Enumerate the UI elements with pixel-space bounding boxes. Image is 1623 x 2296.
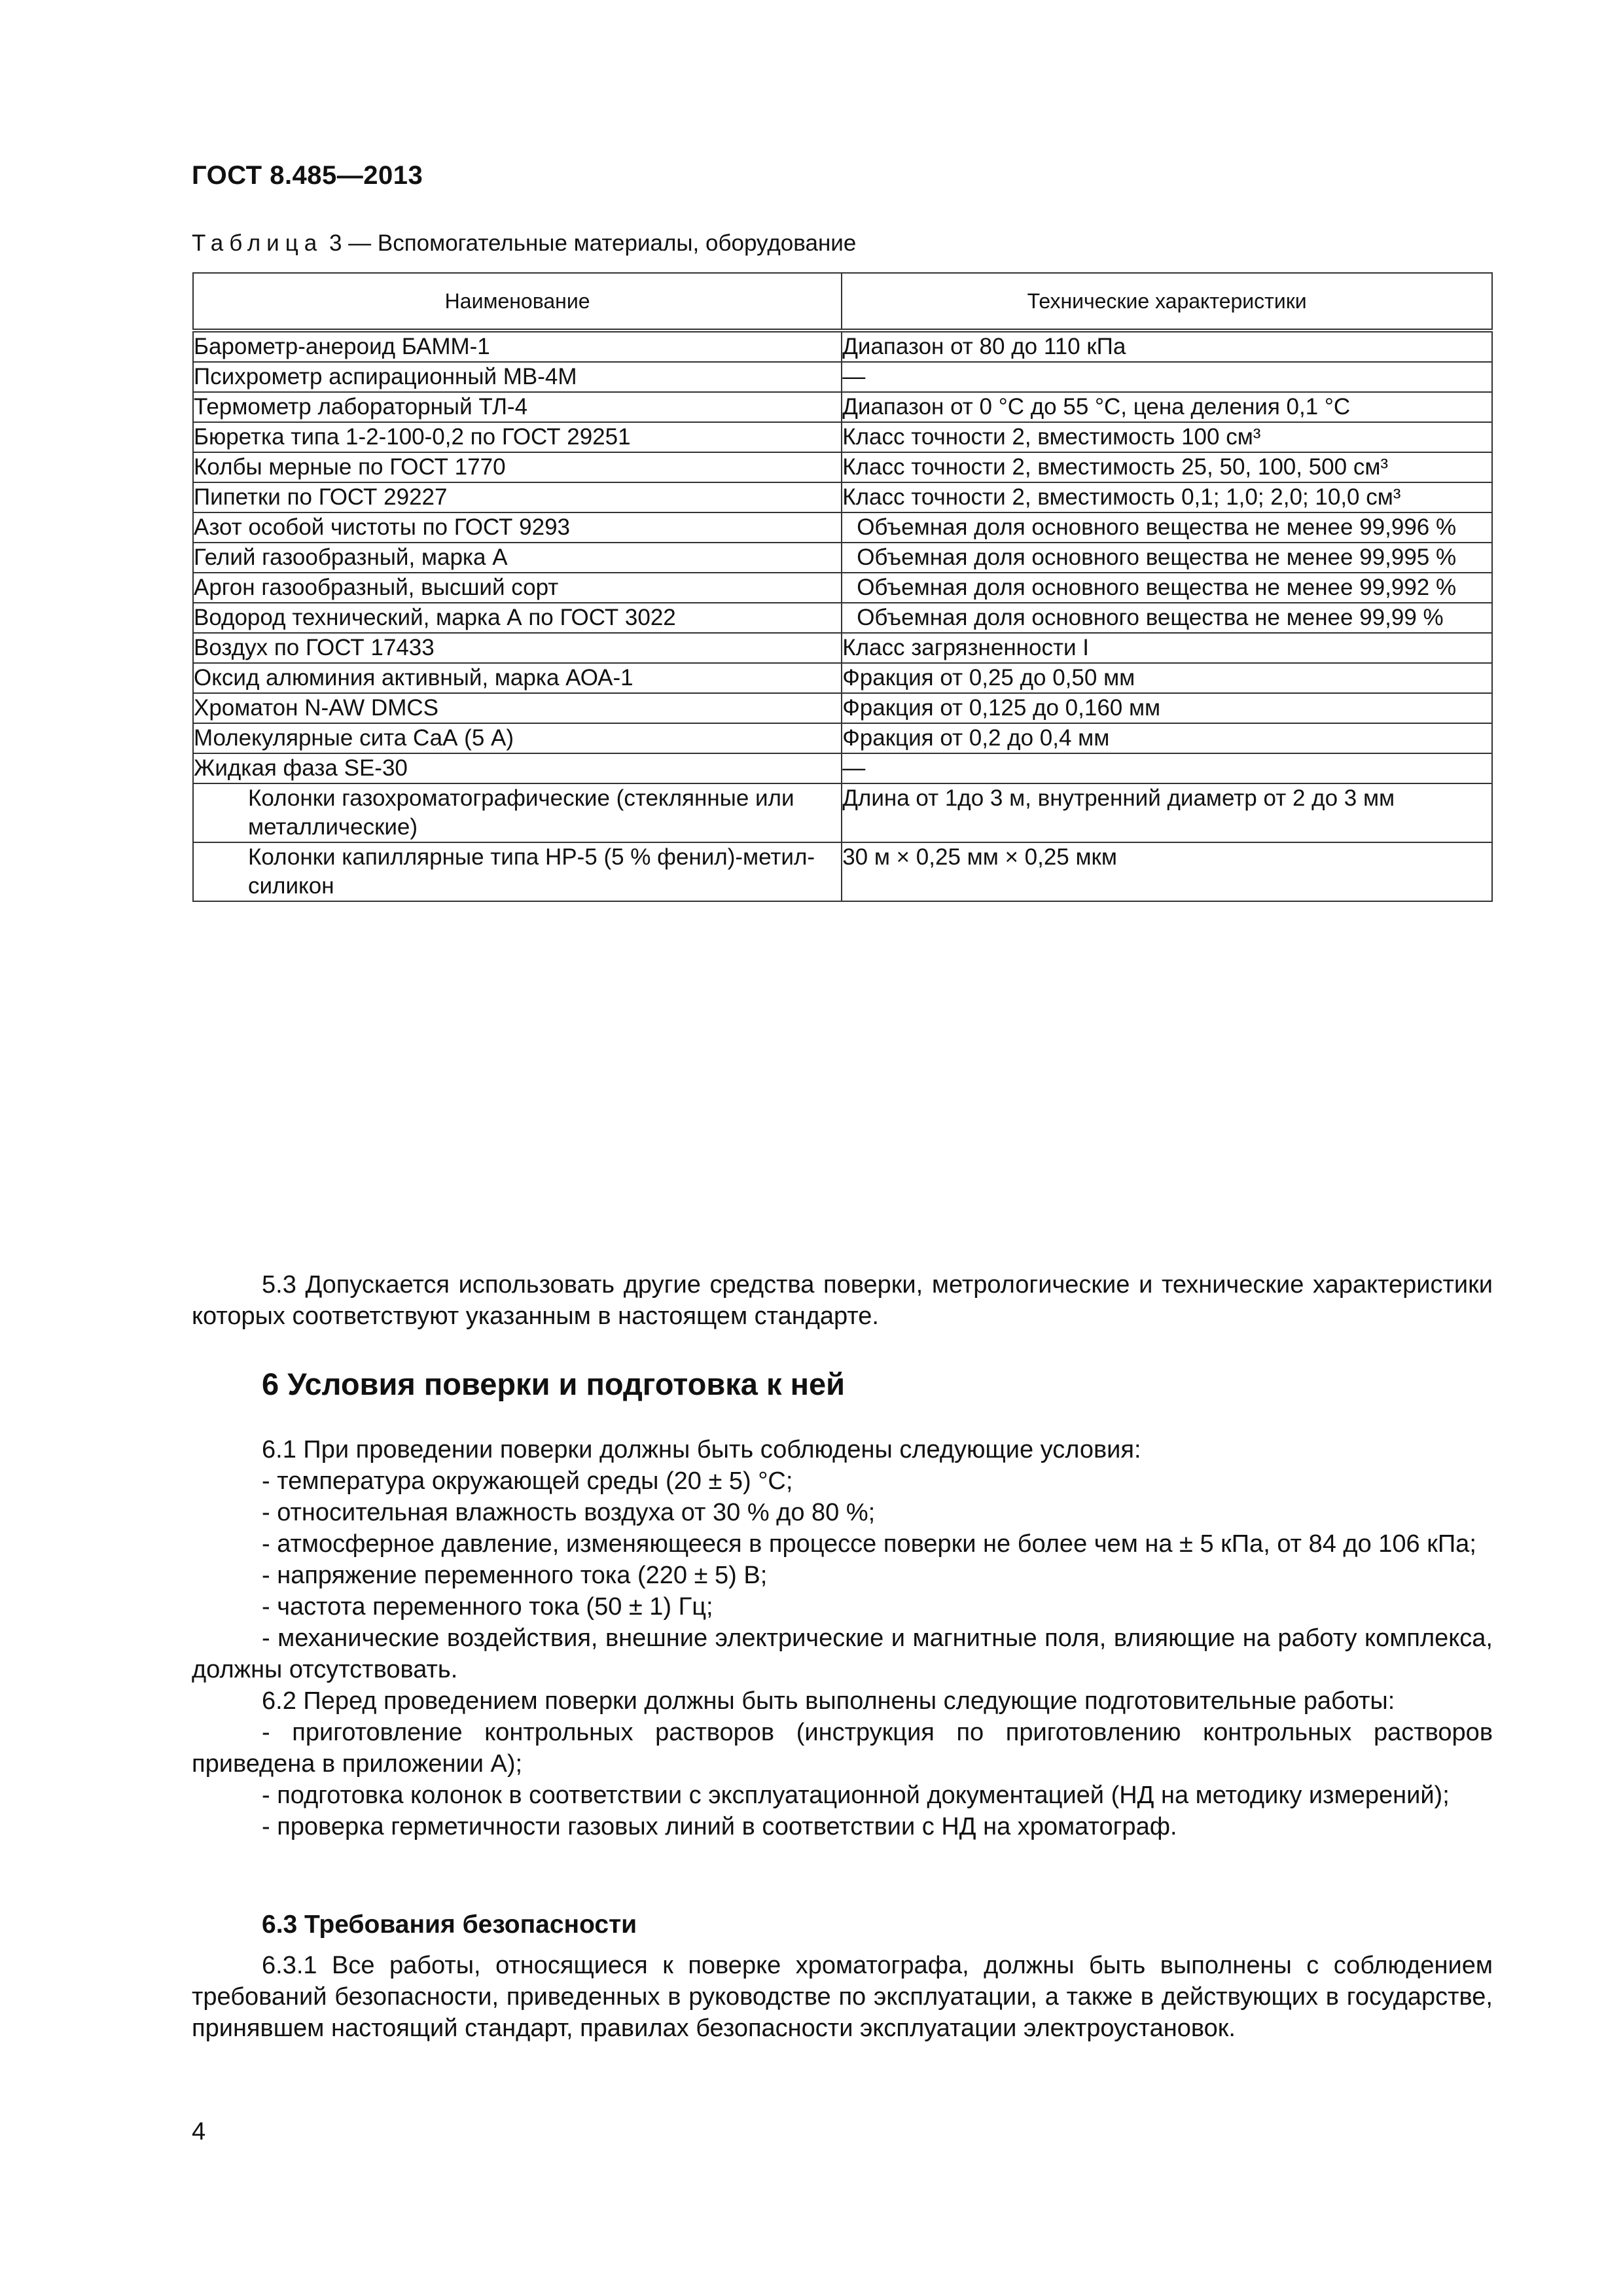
row-name: Молекулярные сита СаА (5 А) — [193, 723, 842, 753]
table-row — [193, 362, 1492, 392]
row-name: Оксид алюминия активный, марка АОА-1 — [193, 663, 842, 693]
paragraph-6-1-lead: 6.1 При проведении поверки должны быть соблюдены следующие условия: — [262, 1436, 1141, 1463]
row-spec: 30 м × 0,25 мм × 0,25 мкм — [842, 842, 1492, 901]
table-row — [193, 842, 1492, 901]
table-row — [193, 783, 1492, 842]
row-spec: Диапазон от 0 °С до 55 °С, цена деления 0,1 °С — [842, 392, 1492, 422]
list-item: - напряжение переменного тока (220 ± 5) В; — [262, 1562, 768, 1589]
paragraph-6-1 — [192, 1434, 1493, 1842]
row-spec: Класс загрязненности I — [842, 633, 1492, 663]
row-name — [193, 842, 842, 901]
column-header-name: Наименование — [193, 273, 842, 331]
row-name: Азот особой чистоты по ГОСТ 9293 — [193, 512, 842, 543]
page-number: 4 — [192, 2118, 206, 2145]
table-row — [193, 723, 1492, 753]
table-row — [193, 573, 1492, 603]
table-row — [193, 663, 1492, 693]
row-spec: Фракция от 0,25 до 0,50 мм — [842, 663, 1492, 693]
row-name: Барометр-анероид БАММ-1 — [193, 331, 842, 362]
table-row — [193, 512, 1492, 543]
paragraph-6-2-lead: 6.2 Перед проведением поверки должны быть выполнены следующие подготовительные работы: — [262, 1687, 1395, 1715]
row-name — [193, 783, 842, 842]
row-name: Бюретка типа 1-2-100-0,2 по ГОСТ 29251 — [193, 422, 842, 452]
row-spec: — — [842, 753, 1492, 783]
list-item: - проверка герметичности газовых линий в соответствии с НД на хроматограф. — [262, 1813, 1177, 1840]
section-6-3-heading: 6.3 Требования безопасности — [262, 1910, 637, 1939]
row-spec: Фракция от 0,125 до 0,160 мм — [842, 693, 1492, 723]
row-name: Психрометр аспирационный МВ-4М — [193, 362, 842, 392]
list-item: - подготовка колонок в соответствии с эксплуатационной документацией (НД на методику измерений); — [262, 1782, 1450, 1809]
table-row — [193, 331, 1492, 362]
paragraph-6-3-1: 6.3.1 Все работы, относящиеся к поверке хроматографа, должны быть выполнены с соблюдением требований безопасности, приведенных в руководстве по эксплуатации, а также в действующих в государстве, принявшем настоящий стандарт, правилах безопасности эксплуатации электроустановок. — [192, 1952, 1493, 2042]
table-row — [193, 392, 1492, 422]
row-name: Воздух по ГОСТ 17433 — [193, 633, 842, 663]
paragraph-5-3: 5.3 Допускается использовать другие средства поверки, метрологические и технические характеристики которых соответствуют указанным в настоящем стандарте. — [192, 1271, 1493, 1330]
row-name: Аргон газообразный, высший сорт — [193, 573, 842, 603]
row-name: Термометр лабораторный ТЛ-4 — [193, 392, 842, 422]
table-row — [193, 422, 1492, 452]
row-spec: — — [842, 362, 1492, 392]
table-row — [193, 633, 1492, 663]
row-spec: Объемная доля основного вещества не менее 99,995 % — [842, 543, 1492, 573]
row-spec: Класс точности 2, вместимость 100 см³ — [842, 422, 1492, 452]
row-spec: Длина от 1до 3 м, внутренний диаметр от 2 до 3 мм — [842, 783, 1492, 842]
table-row — [193, 543, 1492, 573]
section-6-heading: 6 Условия поверки и подготовка к ней — [262, 1367, 846, 1401]
table-row — [193, 603, 1492, 633]
row-spec: Объемная доля основного вещества не менее 99,99 % — [842, 603, 1492, 633]
row-spec: Диапазон от 80 до 110 кПа — [842, 331, 1492, 362]
row-spec: Объемная доля основного вещества не менее 99,992 % — [842, 573, 1492, 603]
list-item: - приготовление контрольных растворов (инструкция по приготовлению контрольных растворов приведена в приложении А); — [192, 1719, 1493, 1778]
list-item: - относительная влажность воздуха от 30 % до 80 %; — [262, 1499, 876, 1526]
row-name: Хроматон N-AW DMCS — [193, 693, 842, 723]
table-row — [193, 452, 1492, 482]
list-item: - атмосферное давление, изменяющееся в процессе поверки не более чем на ± 5 кПа, от 84 до 106 кПа; — [262, 1530, 1476, 1558]
table-caption-prefix: Таблица — [192, 230, 323, 256]
column-header-spec: Технические характеристики — [842, 273, 1492, 331]
row-name-text: Колонки газохроматографические (стеклянные или металлические) — [248, 785, 794, 840]
table-caption — [192, 230, 856, 257]
row-name-text: Колонки капиллярные типа НР-5 (5 % фенил)-метил-силикон — [248, 844, 815, 899]
table-row — [193, 482, 1492, 512]
row-name: Колбы мерные по ГОСТ 1770 — [193, 452, 842, 482]
table-caption-text: 3 — Вспомогательные материалы, оборудование — [323, 230, 857, 256]
row-spec: Класс точности 2, вместимость 0,1; 1,0; 2,0; 10,0 см³ — [842, 482, 1492, 512]
list-item: - температура окружающей среды (20 ± 5) °С; — [262, 1467, 793, 1495]
row-name: Водород технический, марка А по ГОСТ 3022 — [193, 603, 842, 633]
row-name: Пипетки по ГОСТ 29227 — [193, 482, 842, 512]
row-spec: Фракция от 0,2 до 0,4 мм — [842, 723, 1492, 753]
list-item: - механические воздействия, внешние электрические и магнитные поля, влияющие на работу комплекса, должны отсутствовать. — [192, 1624, 1493, 1683]
table-row — [193, 753, 1492, 783]
table-row — [193, 693, 1492, 723]
row-spec: Объемная доля основного вещества не менее 99,996 % — [842, 512, 1492, 543]
document-header: ГОСТ 8.485—2013 — [192, 161, 423, 190]
row-name: Гелий газообразный, марка А — [193, 543, 842, 573]
row-spec: Класс точности 2, вместимость 25, 50, 100, 500 см³ — [842, 452, 1492, 482]
list-item: - частота переменного тока (50 ± 1) Гц; — [262, 1593, 713, 1621]
materials-table — [192, 272, 1493, 902]
row-name: Жидкая фаза SE-30 — [193, 753, 842, 783]
table-header-row — [193, 273, 1492, 331]
